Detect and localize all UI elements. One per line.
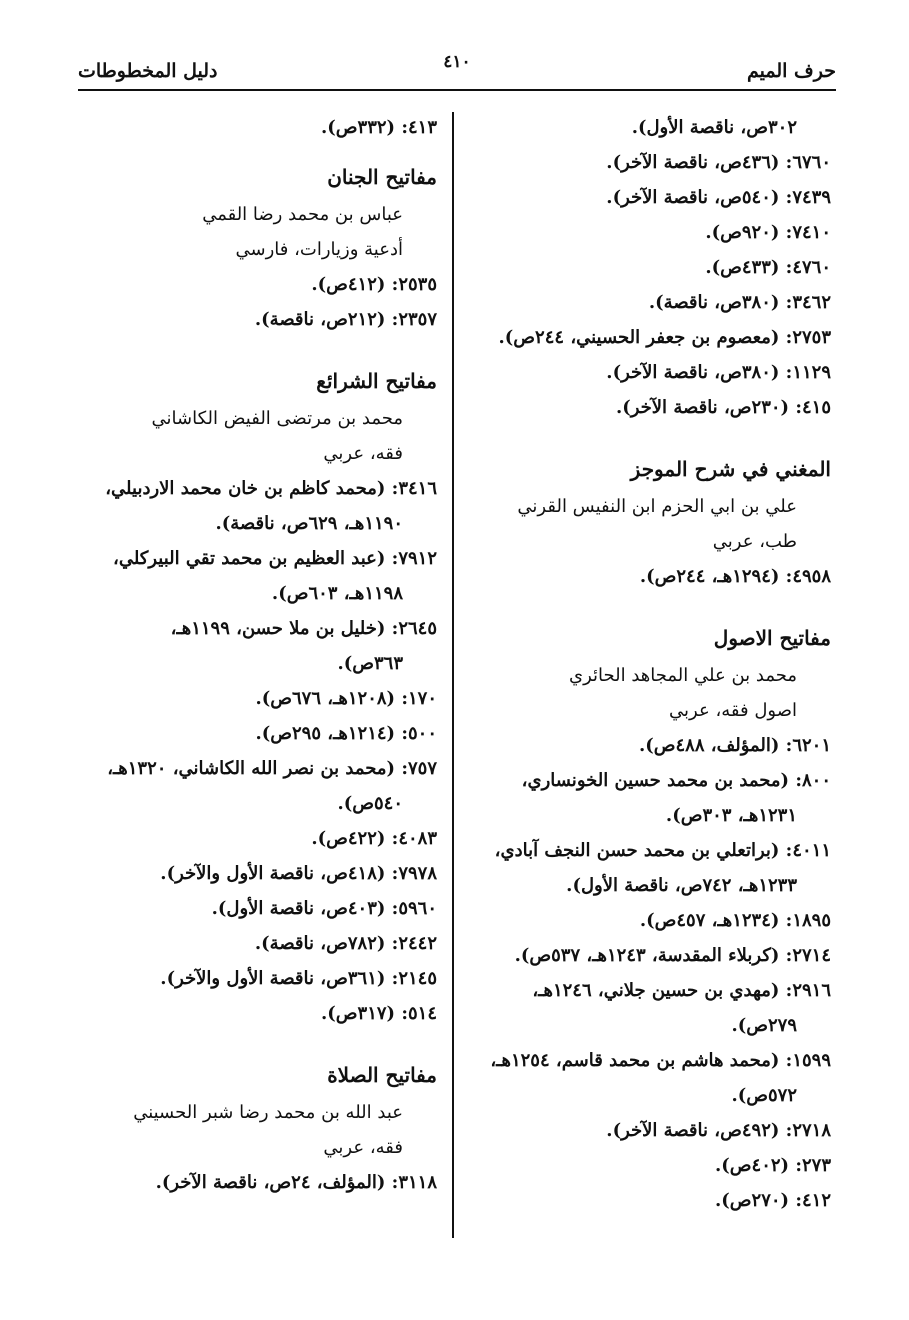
entry-subject: فقه، عربي xyxy=(323,1137,403,1158)
entry-subject: أدعية وزيارات، فارسي xyxy=(235,239,403,260)
catalog-line-continued: ١٢٣١هـ، ٣٠٣ص). xyxy=(665,805,797,826)
catalog-line: ٤٩٥٨: (١٢٩٤هـ، ٢٤٤ص). xyxy=(639,566,831,587)
catalog-line: ١٨٩٥: (١٢٣٤هـ، ٤٥٧ص). xyxy=(639,910,831,931)
catalog-line: ٢٣٥٧: (٢١٢ص، ناقصة). xyxy=(254,309,437,330)
catalog-line: ٧٥٧: (محمد بن نصر الله الكاشاني، ١٣٢٠هـ، xyxy=(107,758,437,779)
catalog-line: ٢٦٤٥: (خليل بن ملا حسن، ١١٩٩هـ، xyxy=(170,618,437,639)
catalog-line: ٤١٣: (٣٣٢ص). xyxy=(320,117,437,138)
page-header xyxy=(78,50,836,90)
catalog-line: ٨٠٠: (محمد بن محمد حسين الخونساري، xyxy=(521,770,831,791)
entry-gap xyxy=(486,594,831,618)
entry-title: مفاتيح الجنان xyxy=(327,165,437,189)
catalog-line: ٢٧١٤: (كربلاء المقدسة، ١٢٤٣هـ، ٥٣٧ص). xyxy=(514,945,831,966)
catalog-line-continued: ٥٤٠ص). xyxy=(337,793,403,814)
header-rule xyxy=(78,89,836,91)
catalog-line: ٢٥٣٥: (٤١٢ص). xyxy=(311,274,437,295)
catalog-line: ٧٩١٢: (عبد العظيم بن محمد تقي البيركلي، xyxy=(113,548,437,569)
catalog-line: ٢٤٤٢: (٧٨٢ص، ناقصة). xyxy=(254,933,437,954)
entry-gap xyxy=(92,1031,437,1055)
entry-subject: فقه، عربي xyxy=(323,443,403,464)
catalog-line: ٣٠٢ص، ناقصة الأول). xyxy=(631,117,797,138)
catalog-line-continued: ١١٩٨هـ، ٦٠٣ص). xyxy=(271,583,403,604)
entry-title: مفاتيح الاصول xyxy=(713,626,831,650)
catalog-line: ٥١٤: (٣١٧ص). xyxy=(320,1003,437,1024)
catalog-line: ٣١١٨: (المؤلف، ٢٤ص، ناقصة الآخر). xyxy=(155,1172,437,1193)
catalog-line: ٢٧١٨: (٤٩٢ص، ناقصة الآخر). xyxy=(606,1120,831,1141)
catalog-line: ٦٢٠١: (المؤلف، ٤٨٨ص). xyxy=(638,735,831,756)
catalog-line: ٣٤٦٢: (٣٨٠ص، ناقصة). xyxy=(648,292,831,313)
catalog-line-continued: ٣٦٣ص). xyxy=(337,653,403,674)
catalog-line: ٢٧٥٣: (معصوم بن جعفر الحسيني، ٢٤٤ص). xyxy=(498,327,831,348)
entry-author: عباس بن محمد رضا القمي xyxy=(202,204,403,225)
column-divider xyxy=(452,112,454,1238)
catalog-line: ٤٧٦٠: (٤٣٣ص). xyxy=(705,257,831,278)
catalog-line: ٦٧٦٠: (٤٣٦ص، ناقصة الآخر). xyxy=(606,152,831,173)
catalog-line: ٣٤١٦: (محمد كاظم بن خان محمد الاردبيلي، xyxy=(105,478,437,499)
entry-author: محمد بن علي المجاهد الحائري xyxy=(569,665,797,686)
entry-gap xyxy=(486,425,831,449)
catalog-line: ٤٠٨٣: (٤٢٢ص). xyxy=(311,828,437,849)
catalog-line: ٧٤١٠: (٩٢٠ص). xyxy=(705,222,831,243)
catalog-line: ١١٢٩: (٣٨٠ص، ناقصة الآخر). xyxy=(606,362,831,383)
right-column xyxy=(486,110,831,1218)
book-title: دليل المخطوطات xyxy=(78,60,218,82)
catalog-line: ٤١٥: (٢٣٠ص، ناقصة الآخر). xyxy=(615,397,831,418)
entry-subject: طب، عربي xyxy=(712,531,797,552)
catalog-line-continued: ١١٩٠هـ، ٦٢٩ص، ناقصة). xyxy=(215,513,403,534)
catalog-line: ١٧٠: (١٢٠٨هـ، ٦٧٦ص). xyxy=(255,688,437,709)
catalog-line: ٢٩١٦: (مهدي بن حسين جلاني، ١٢٤٦هـ، xyxy=(532,980,831,1001)
entry-gap xyxy=(92,337,437,361)
catalog-line: ٥٩٦٠: (٤٠٣ص، ناقصة الأول). xyxy=(211,898,437,919)
entry-title: المغني في شرح الموجز xyxy=(630,457,831,481)
catalog-line: ٤٠١١: (براتعلي بن محمد حسن النجف آبادي، xyxy=(494,840,831,861)
entry-author: عبد الله بن محمد رضا شبر الحسيني xyxy=(133,1102,403,1123)
catalog-line: ٢٧٣: (٤٠٢ص). xyxy=(714,1155,831,1176)
entry-author: علي بن ابي الحزم ابن النفيس القرني xyxy=(517,496,797,517)
entry-title: مفاتيح الصلاة xyxy=(327,1063,437,1087)
chapter-title: حرف الميم xyxy=(747,60,836,82)
entry-author: محمد بن مرتضى الفيض الكاشاني xyxy=(151,408,403,429)
catalog-line-continued: ٢٧٩ص). xyxy=(731,1015,797,1036)
page-number: ٤١٠ xyxy=(443,52,471,72)
catalog-line: ٧٩٧٨: (٤١٨ص، ناقصة الأول والآخر). xyxy=(160,863,437,884)
catalog-line: ٥٠٠: (١٢١٤هـ، ٢٩٥ص). xyxy=(255,723,437,744)
catalog-line-continued: ٥٧٢ص). xyxy=(731,1085,797,1106)
left-column xyxy=(92,110,437,1200)
entry-gap xyxy=(92,145,437,157)
entry-title: مفاتيح الشرائع xyxy=(316,369,437,393)
catalog-line: ٢١٤٥: (٣٦١ص، ناقصة الأول والآخر). xyxy=(160,968,437,989)
entry-subject: اصول فقه، عربي xyxy=(669,700,797,721)
catalog-line-continued: ١٢٣٣هـ، ٧٤٢ص، ناقصة الأول). xyxy=(566,875,797,896)
catalog-line: ٤١٢: (٢٧٠ص). xyxy=(714,1190,831,1211)
catalog-line: ٧٤٣٩: (٥٤٠ص، ناقصة الآخر). xyxy=(606,187,831,208)
catalog-line: ١٥٩٩: (محمد هاشم بن محمد قاسم، ١٢٥٤هـ، xyxy=(490,1050,831,1071)
